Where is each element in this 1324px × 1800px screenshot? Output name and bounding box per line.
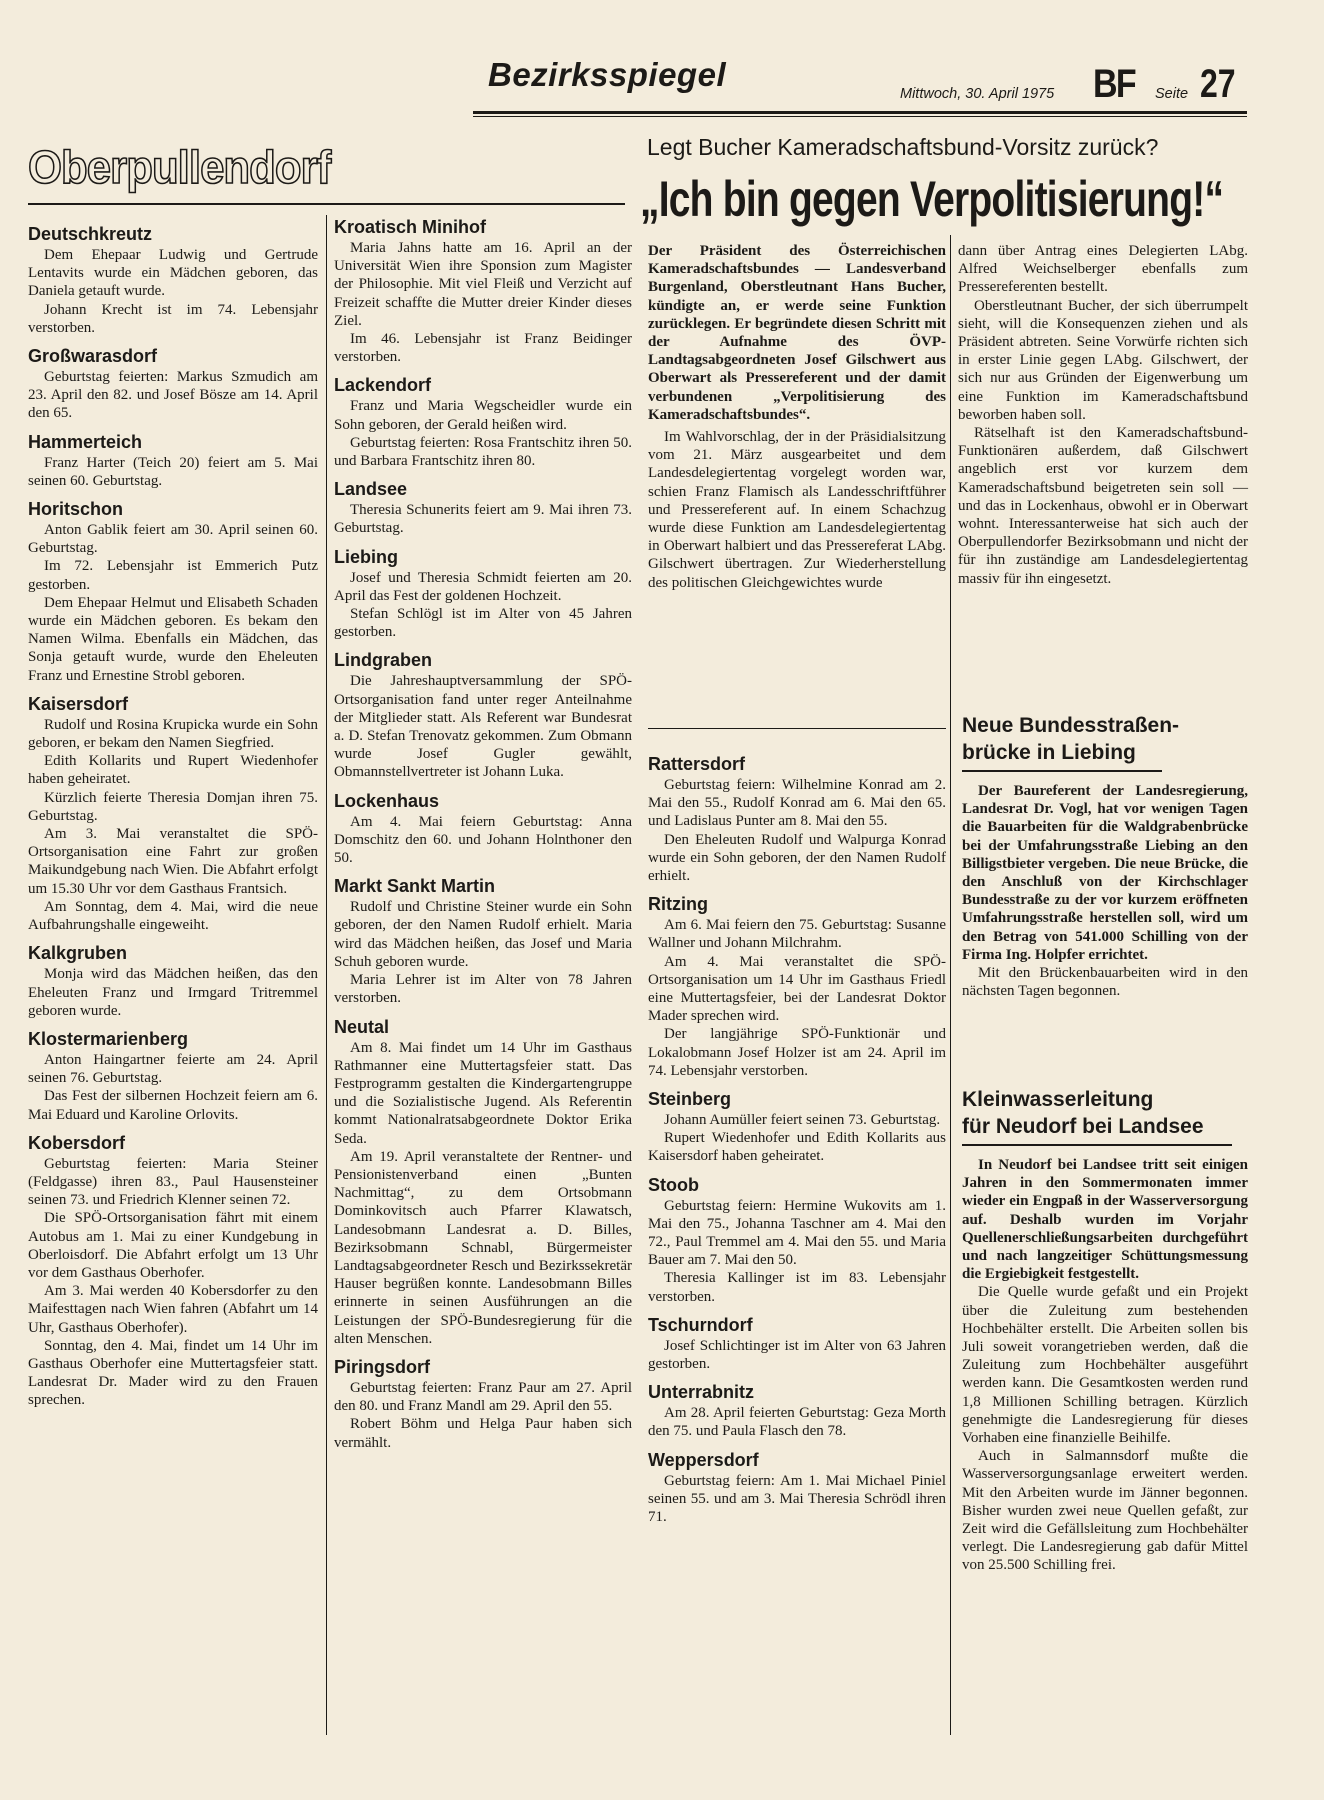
news-item: Geburtstag feiern: Wilhelmine Konrad am 2. Mai den 55., Rudolf Konrad am 6. Mai den 65. und Ladislaus Punter am 8. Mai den 55.	[648, 777, 946, 830]
locality-heading: Kroatisch Minihof	[334, 217, 486, 237]
news-item: Das Fest der silbernen Hochzeit feiern am 6. Mai Eduard und Karoline Orlovits.	[28, 1088, 318, 1123]
news-item: Anton Haingartner feierte am 24. April seinen 76. Geburtstag.	[28, 1051, 318, 1087]
news-item: Geburtstag feierten: Franz Paur am 27. April den 80. und Franz Mandl am 29. April den 55.	[334, 1379, 632, 1415]
locality-heading: Horitschon	[28, 499, 124, 520]
article-body-1: Im Wahlvorschlag, der in der Präsidialsitzung vom 21. März ausgearbeitet und dem Landesdelegiertentag vorgelegt worden war, schien Franz Flamisch als Landesschriftführer und Pressereferent auf. In einem Schachzug wurde diese Funktion am Landesdelegiertentag in Oberwart halbiert und das Pressereferat LAbg. Gilschwert übertragen. Zur Wiederherstellung des politischen Gleichgewichtes wurde	[648, 429, 946, 591]
news-item: Geburtstag feierten: Rosa Frantschitz ihren 50. und Barbara Frantschitz ihren 80.	[334, 434, 632, 470]
header-rule-thin	[473, 116, 1247, 117]
news-item: Kürzlich feierte Theresia Domjan ihren 75. Geburtstag.	[28, 789, 318, 824]
bridge-lead: Der Baureferent der Landesregierung, Landesrat Dr. Vogl, hat vor wenigen Tagen die Bauarbeiten für die Waldgrabenbrücke bei der Umfahrungsstraße Liebing an den Billigstbieter vergeben. Die neue Brücke, die den Anschluß von der Kirchschlager Bundesstraße zu der vor kurzem eröffneten Umfahrungsstraße herstellen soll, wird um den Betrag von 541.000 Schilling von der Firma Ing. Holpfer errichtet.	[962, 783, 1248, 963]
locality-heading: Ritzing	[648, 894, 708, 915]
column-2	[334, 215, 632, 1452]
news-item: Geburtstag feiern: Am 1. Mai Michael Piniel seinen 55. und am 3. Mai Theresia Schrödl ihren 71.	[648, 1472, 946, 1526]
news-item: Dem Ehepaar Helmut und Elisabeth Schaden wurde ein Mädchen geboren. Es bekam den Namen Wilma. Ebenfalls ein Mädchen, das Sonja getauft wurde, wurde den Eheleuten Franz und Ernestine Strobl geboren.	[28, 594, 318, 684]
news-item: Die Jahreshauptversammlung der SPÖ-Ortsorganisation fand unter reger Anteilnahme der Mitglieder statt. Als Referent war Bundesrat a. D. Stefan Trenovatz gekommen. Zum Obmann wurde Josef Gugler gewählt, Obmannstellvertreter ist Johann Luka.	[334, 673, 632, 781]
water-headline-1: Kleinwasserleitung	[962, 1088, 1154, 1111]
newspaper-logo: BF	[1093, 62, 1135, 106]
bridge-body: Mit den Brückenbauarbeiten wird in den nächsten Tagen begonnen.	[962, 965, 1248, 1000]
article-column-2	[958, 242, 1248, 588]
region-title: Oberpullendorf	[28, 141, 331, 193]
locality-heading: Neutal	[334, 1016, 390, 1037]
news-item: Die SPÖ-Ortsorganisation fährt mit einem Autobus am 1. Mai zu einer Kundgebung in Oberloisdorf. Die Abfahrt erfolgt um 13 Uhr vor dem Gasthaus Oberhofer.	[28, 1210, 318, 1281]
locality-heading: Lockenhaus	[334, 790, 440, 811]
news-item: Monja wird das Mädchen heißen, das den Eheleuten Franz und Irmgard Tritremmel geboren wurde.	[28, 966, 318, 1019]
news-item: Josef und Theresia Schmidt feierten am 20. April das Fest der goldenen Hochzeit.	[334, 569, 632, 604]
locality-heading: Landsee	[334, 479, 408, 500]
water-lead: In Neudorf bei Landsee tritt seit einigen Jahren in den Sommermonaten immer wieder ein Engpaß in der Wasserversorgung auf. Deshalb wurden im Vorjahr Quellenerschließungsarbeiten durchgeführt und nach langzeitiger Schüttungsmessung die Ergiebigkeit festgestellt.	[962, 1157, 1248, 1283]
article-headline: „Ich bin gegen Verpolitisierung!“	[640, 171, 1224, 227]
news-item: Am 8. Mai findet um 14 Uhr im Gasthaus Rathmanner eine Muttertagsfeier statt. Das Festprogramm gestalten die Kindergartengruppe und die Sozialistische Jugend. Als Referentin kommt Nationalratsabgeordnete Doktor Erika Seda.	[334, 1039, 632, 1147]
page-number: 27	[1200, 62, 1236, 106]
news-item: Theresia Schunerits feiert am 9. Mai ihren 73. Geburtstag.	[334, 502, 632, 537]
news-item: Am 4. Mai veranstaltet die SPÖ-Ortsorganisation um 14 Uhr im Gasthaus Friedl eine Muttertagsfeier, bei der Landesrat Doktor Mader sprechen wird.	[648, 953, 946, 1025]
locality-heading: Rattersdorf	[648, 754, 746, 774]
news-item: Sonntag, den 4. Mai, findet um 14 Uhr im Gasthaus Oberhofer eine Muttertagsfeier statt. Landesrat Dr. Mader wird zu den Frauen sprechen.	[28, 1337, 318, 1409]
news-item: Der langjährige SPÖ-Funktionär und Lokalobmann Josef Holzer ist am 24. April im 74. Lebensjahr verstorben.	[648, 1026, 946, 1079]
news-item: Maria Jahns hatte am 16. April an der Universität Wien ihre Sponsion zum Magister der Philosophie. Mit viel Fleiß und Verzicht auf Freizeit schaffte die Mutter dreier Kinder dieses Ziel.	[334, 240, 632, 329]
news-item: Am 28. April feierten Geburtstag: Geza Morth den 75. und Paula Flasch den 78.	[648, 1405, 946, 1440]
news-item: Geburtstag feiern: Hermine Wukovits am 1. Mai den 75., Johanna Taschner am 4. Mai den 72., Paul Tremmel am 4. Mai den 55. und Maria Bauer am 7. Mai den 50.	[648, 1197, 946, 1269]
news-item: Im 72. Lebensjahr ist Emmerich Putz gestorben.	[28, 558, 318, 593]
column-3	[648, 752, 946, 1526]
news-item: Franz Harter (Teich 20) feiert am 5. Mai seinen 60. Geburtstag.	[28, 454, 318, 489]
article-body-2: dann über Antrag eines Delegierten LAbg. Alfred Weichselberger ebenfalls zum Pressereferenten bestellt.	[958, 243, 1248, 296]
column-divider	[950, 235, 951, 1735]
bridge-headline-rule	[962, 770, 1162, 772]
news-item: Geburtstag feierten: Maria Steiner (Feldgasse) ihren 83., Paul Hausensteiner seinen 73. und Friedrich Klenner seinen 72.	[28, 1155, 318, 1209]
news-item: Am 6. Mai feiern den 75. Geburtstag: Susanne Wallner und Johann Milchrahm.	[648, 917, 946, 952]
news-item: Am 3. Mai werden 40 Kobersdorfer zu den Maifesttagen nach Wien fahren (Abfahrt um 14 Uhr, Gasthaus Oberhofer).	[28, 1283, 318, 1336]
header-rule	[473, 111, 1247, 114]
article-body-4: Rätselhaft ist den Kameradschaftsbund-Funktionären außerdem, daß Gilschwert angeblich erst vor kurzem dem Kameradschaftsbund beigetreten sein soll — und das in Lockenhaus, obwohl er in Oberwart wohnt. Interessanterweise hat sich auch der Oberpullendorfer Bezirksobmann und nicht der für ihn zuständige am Landesdelegiertentag massiv für ihn eingesetzt.	[958, 425, 1248, 587]
article-lead: Der Präsident des Österreichischen Kameradschaftsbundes — Landesverband Burgenland, Oberstleutnant Hans Bucher, kündigte an, er werde seine Funktion zurücklegen. Er begründete diesen Schritt mit der Aufnahme des ÖVP-Landtagsabgeordneten Josef Gilschwert aus Oberwart als Pressereferent und der damit verbundenen „Verpolitisierung des Kameradschaftsbundes“.	[648, 243, 946, 423]
news-item: Theresia Kallinger ist im 83. Lebensjahr verstorben.	[648, 1270, 946, 1305]
locality-heading: Lackendorf	[334, 375, 432, 396]
bridge-headline-2: brücke in Liebing	[962, 741, 1136, 764]
locality-heading: Kalkgruben	[28, 943, 128, 964]
locality-heading: Kobersdorf	[28, 1132, 126, 1153]
news-item: Am Sonntag, dem 4. Mai, wird die neue Aufbahrungshalle eingeweiht.	[28, 898, 318, 934]
section-title: Bezirksspiegel	[488, 56, 727, 93]
region-rule	[28, 203, 625, 205]
locality-heading: Stoob	[648, 1174, 699, 1195]
news-item: Maria Lehrer ist im Alter von 78 Jahren verstorben.	[334, 972, 632, 1007]
news-item: Den Eheleuten Rudolf und Walpurga Konrad wurde ein Sohn geboren, der den Namen Rudolf erhielt.	[648, 831, 946, 885]
news-item: Anton Gablik feiert am 30. April seinen 60. Geburtstag.	[28, 522, 318, 557]
news-item: Stefan Schlögl ist im Alter von 45 Jahren gestorben.	[334, 606, 632, 641]
issue-date: Mittwoch, 30. April 1975	[900, 86, 1055, 102]
news-item: Johann Aumüller feiert seinen 73. Geburtstag.	[664, 1112, 941, 1129]
bridge-headline-1: Neue Bundesstraßen-	[962, 714, 1180, 737]
news-item: Am 3. Mai veranstaltet die SPÖ-Ortsorganisation eine Fahrt zur großen Maikundgebung nach Wien. Die Abfahrt erfolgt um 15.30 Uhr vor dem Gasthaus Frantsich.	[28, 826, 318, 897]
water-headline-2: für Neudorf bei Landsee	[962, 1115, 1204, 1138]
locality-heading: Steinberg	[648, 1089, 732, 1110]
news-item: Edith Kollarits und Rupert Wiedenhofer haben geheiratet.	[28, 753, 318, 788]
locality-heading: Piringsdorf	[334, 1356, 431, 1377]
news-item: Am 19. April veranstaltete der Rentner- und Pensionistenverband einen „Bunten Nachmittag“, zu dem Ortsobmann Dominkovitsch auch Pfarrer Klawatsch, Landesobmann Landesrat a. D. Billes, Bezirksobmann Schnabl, Bürgermeister Landtagsabgeordneter Resch und Bezirkssekretär Hauser begrüßen konnte. Landesobmann Billes erinnerte in seinen Ausführungen an die Leistungen der SPÖ-Bundesregierung für die alten Menschen.	[334, 1148, 632, 1347]
news-item: Geburtstag feierten: Markus Szmudich am 23. April den 82. und Josef Bösze am 14. April den 65.	[28, 369, 318, 422]
locality-heading: Unterrabnitz	[648, 1382, 755, 1403]
locality-heading: Hammerteich	[28, 431, 143, 452]
box-bridge-article	[962, 712, 1248, 1000]
news-item: Rudolf und Christine Steiner wurde ein Sohn geboren, der den Namen Rudolf erhielt. Maria wird das Mädchen heißen, das Josef und Maria Schuh geboren wurde.	[334, 899, 632, 970]
news-item: Am 4. Mai feiern Geburtstag: Anna Domschitz den 60. und Johann Holnthoner den 50.	[334, 813, 632, 867]
locality-heading: Klostermarienberg	[28, 1028, 189, 1049]
locality-heading: Liebing	[334, 546, 398, 567]
box-water-article	[962, 1086, 1248, 1575]
locality-heading: Deutschkreutz	[28, 224, 153, 244]
news-item: Rudolf und Rosina Krupicka wurde ein Sohn geboren, er bekam den Namen Siegfried.	[28, 716, 318, 752]
article-end-rule	[648, 728, 946, 729]
locality-heading: Markt Sankt Martin	[334, 876, 496, 897]
news-item: Johann Krecht ist im 74. Lebensjahr verstorben.	[28, 301, 318, 336]
column-1	[28, 222, 318, 1410]
locality-heading: Großwarasdorf	[28, 346, 158, 367]
water-body-2: Auch in Salmannsdorf mußte die Wasserversorgungsanlage erweitert werden. Mit den Arbeiten wurde im Jänner begonnen. Bisher wurden zwei neue Quellen gefaßt, zur Zeit wird die Gefällsleitung zum Hochbehälter verlegt. Die Landesregierung gab dafür Mittel von 25.500 Schilling frei.	[962, 1448, 1248, 1574]
locality-heading: Lindgraben	[334, 650, 432, 671]
news-item: Robert Böhm und Helga Paur haben sich vermählt.	[334, 1416, 632, 1451]
article-column-1	[648, 242, 946, 592]
news-item: Dem Ehepaar Ludwig und Gertrude Lentavits wurde ein Mädchen geboren, das Daniela getauft wurde.	[28, 247, 318, 300]
page-label: Seite	[1155, 86, 1189, 102]
locality-heading: Kaisersdorf	[28, 693, 129, 714]
news-item: Josef Schlichtinger ist im Alter von 63 Jahren gestorben.	[648, 1337, 946, 1373]
water-body-1: Die Quelle wurde gefaßt und ein Projekt über die Zuleitung zum bestehenden Hochbehälter erstellt. Die Arbeiten sollen bis Juli soweit vorangetrieben werden, daß die Zuleitung zum Hochbehälter ausgeführt werden kann. Die Gesamtkosten werden rund 1,8 Millionen Schilling betragen. Kürzlich genehmigte die Landesregierung für dieses Vorhaben eine finanzielle Beihilfe.	[962, 1284, 1248, 1447]
water-headline-rule	[962, 1144, 1232, 1146]
article-body-3: Oberstleutnant Bucher, der sich überrumpelt sieht, will die Konsequenzen ziehen und als Präsident abtreten. Seine Vorwürfe richten sich in erster Linie gegen LAbg. Gilschwert, der sich nur aus Gründen der Eigenwerbung um eine Funktion im Kameradschaftsbund beworben haben soll.	[958, 297, 1248, 423]
locality-heading: Weppersdorf	[648, 1449, 759, 1470]
news-item: Im 46. Lebensjahr ist Franz Beidinger verstorben.	[334, 331, 632, 366]
article-kicker: Legt Bucher Kameradschaftsbund-Vorsitz zurück?	[647, 134, 1159, 160]
news-item: Rupert Wiedenhofer und Edith Kollarits aus Kaisersdorf haben geheiratet.	[648, 1130, 946, 1165]
locality-heading: Tschurndorf	[648, 1314, 753, 1335]
column-divider	[326, 215, 327, 1735]
news-item: Franz und Maria Wegscheidler wurde ein Sohn geboren, der Gerald heißen wird.	[334, 398, 632, 433]
